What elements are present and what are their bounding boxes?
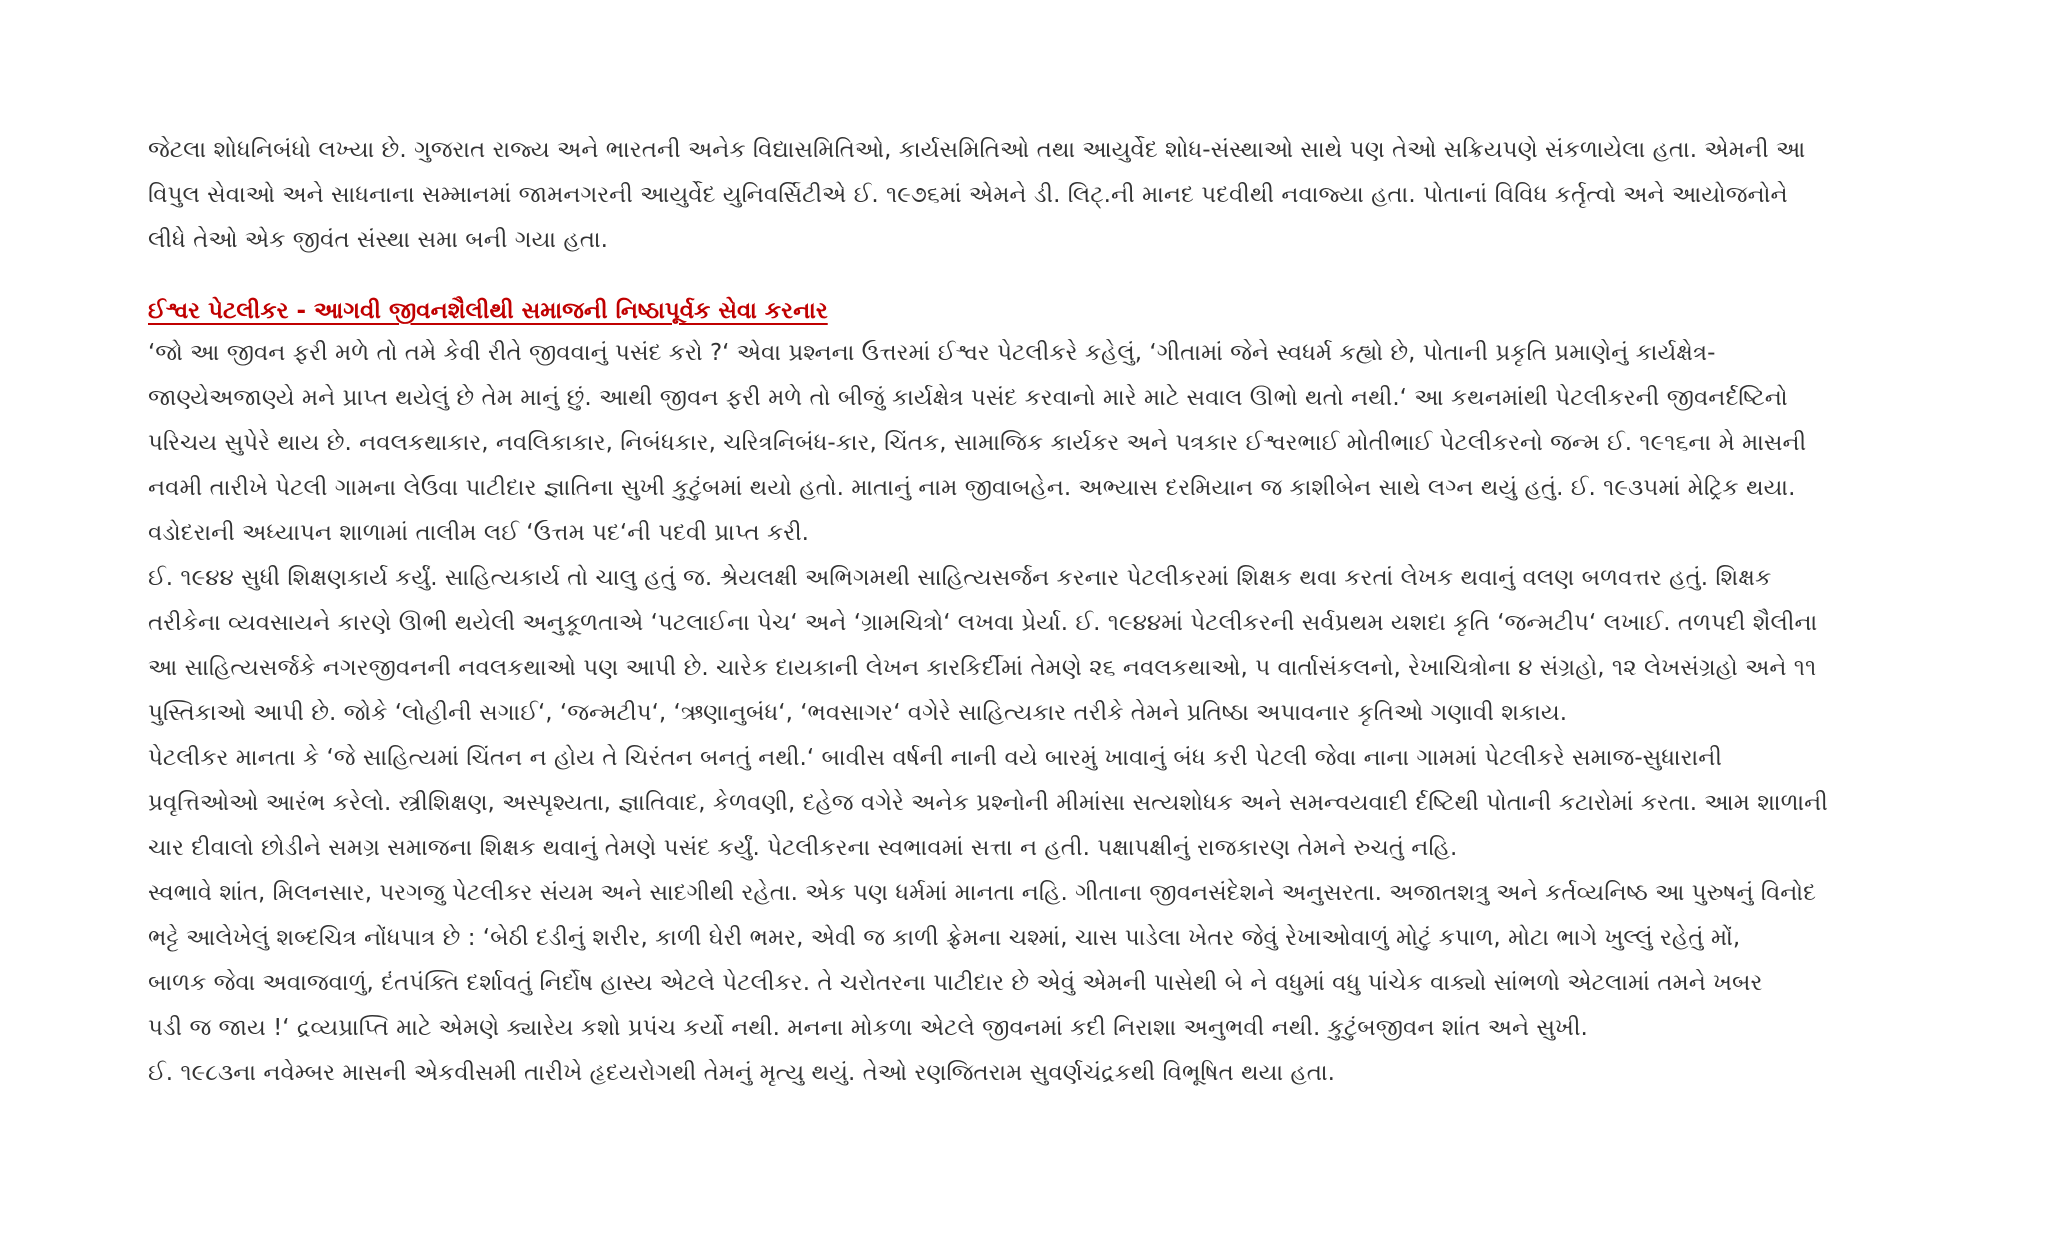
body-paragraph-2 [148,556,1978,736]
text-line: બાળક જેવા અવાજવાળું, દંતપંક્તિ દર્શાવતું નિર્દોષ હાસ્ય એટલે પેટલીકર. તે ચરોતરના પાટીદાર છે એવું એમની પાસેથી બે ને વધુમાં વધુ પાંચેક વાક્યો સાંભળો એટલામાં તમને ખબર [148,970,1763,996]
text-line: આ સાહિત્યસર્જકે નગરજીવનની નવલકથાઓ પણ આપી છે. ચારેક દાયકાની લેખન કારકિર્દીમાં તેમણે ૨૬ નવલકથાઓ, ૫ વાર્તાસંકલનો, રેખાચિત્રોના ૪ સંગ્રહો, ૧૨ લેખસંગ્રહો અને ૧૧ [148,655,1817,681]
text-line: વડોદરાની અધ્યાપન શાળામાં તાલીમ લઈ ‘ઉત્તમ પદ‘ની પદવી પ્રાપ્ત કરી. [148,520,809,546]
body-paragraph-5 [148,1051,1978,1096]
text-line: ઈ. ૧૯૪૪ સુધી શિક્ષણકાર્ય કર્યું. સાહિત્યકાર્ય તો ચાલુ હતું જ. શ્રેયલક્ષી અભિગમથી સાહિત્યસર્જન કરનાર પેટલીકરમાં શિક્ષક થવા કરતાં લેખક થવાનું વલણ બળવત્તર હતું. શિક્ષક [148,565,1772,591]
text-line: ચાર દીવાલો છોડીને સમગ્ર સમાજના શિક્ષક થવાનું તેમણે પસંદ કર્યું. પેટલીકરના સ્વભાવમાં સત્તા ન હતી. પક્ષાપક્ષીનું રાજકારણ તેમને રુચતું નહિ. [148,835,1458,861]
text-line: વિપુલ સેવાઓ અને સાધનાના સમ્માનમાં જામનગરની આયુર્વેદ યુનિવર્સિટીએ ઈ. ૧૯૭૬માં એમને ડી. લિટ્.ની માનદ પદવીથી નવાજ્યા હતા. પોતાનાં વિવિધ કર્તૃત્વો અને આયોજનોને [148,182,1788,208]
body-paragraph-1 [148,331,1978,556]
text-line: તરીકેના વ્યવસાયને કારણે ઊભી થયેલી અનુકૂળતાએ ‘પટલાઈના પેચ‘ અને ‘ગ્રામચિત્રો‘ લખવા પ્રેર્યા. ઈ. ૧૯૪૪માં પેટલીકરની સર્વપ્રથમ યશદા કૃતિ ‘જન્મટીપ‘ લખાઈ. તળપદી શૈલીના [148,610,1818,636]
text-line: પ્રવૃત્તિઓઓ આરંભ કરેલો. સ્ત્રીશિક્ષણ, અસ્પૃશ્યતા, જ્ઞાતિવાદ, કેળવણી, દહેજ વગેરે અનેક પ્રશ્નોની મીમાંસા સત્યશોધક અને સમન્વયવાદી ર્દષ્ટિથી પોતાની કટારોમાં કરતા. આમ શાળાની [148,790,1828,816]
text-line: સ્વભાવે શાંત, મિલનસાર, પરગજુ પેટલીકર સંયમ અને સાદગીથી રહેતા. એક પણ ધર્મમાં માનતા નહિ. ગીતાના જીવનસંદેશને અનુસરતા. અજાતશત્રુ અને કર્તવ્યનિષ્ઠ આ પુરુષનું વિનોદ [148,880,1817,906]
text-line: પડી જ જાય !‘ દ્રવ્યપ્રાપ્તિ માટે એમણે ક્યારેય કશો પ્રપંચ કર્યો નથી. મનના મોકળા એટલે જીવનમાં કદી નિરાશા અનુભવી નથી. કુટુંબજીવન શાંત અને સુખી. [148,1015,1588,1041]
text-line: ઈ. ૧૯૮૩ના નવેમ્બર માસની એકવીસમી તારીખે હૃદયરોગથી તેમનું મૃત્યુ થયું. તેઓ રણજિતરામ સુવર્ણચંદ્રકથી વિભૂષિત થયા હતા. [148,1060,1335,1086]
text-line: લીધે તેઓ એક જીવંત સંસ્થા સમા બની ગયા હતા. [148,227,608,253]
body-paragraph-4 [148,871,1978,1051]
text-line: ભટ્ટે આલેખેલું શબ્દચિત્ર નોંધપાત્ર છે : ‘બેઠી દડીનું શરીર, કાળી ઘેરી ભમર, એવી જ કાળી ફ્રેમના ચશ્માં, ચાસ પાડેલા ખેતર જેવું રેખાઓવાળું મોટું કપાળ, મોટા ભાગે ખુલ્લું રહેતું મોં, [148,925,1741,951]
text-line: પેટલીકર માનતા કે ‘જે સાહિત્યમાં ચિંતન ન હોય તે ચિરંતન બનતું નથી.‘ બાવીસ વર્ષની નાની વયે બારમું ખાવાનું બંધ કરી પેટલી જેવા નાના ગામમાં પેટલીકરે સમાજ-સુધારાની [148,745,1722,771]
text-line: જેટલા શોધનિબંધો લખ્યા છે. ગુજરાત રાજ્ય અને ભારતની અનેક વિદ્યાસમિતિઓ, કાર્યસમિતિઓ તથા આયુર્વેદ શોધ-સંસ્થાઓ સાથે પણ તેઓ સક્રિયપણે સંકળાયેલા હતા. એમની આ [148,137,1806,163]
document-page [148,128,1978,1096]
text-line: જાણ્યેઅજાણ્યે મને પ્રાપ્ત થયેલું છે તેમ માનું છું. આથી જીવન ફરી મળે તો બીજું કાર્યક્ષેત્ર પસંદ કરવાનો મારે માટે સવાલ ઊભો થતો નથી.‘ આ કથનમાંથી પેટલીકરની જીવનર્દષ્ટિનો [148,385,1788,411]
text-line: પરિચય સુપેરે થાય છે. નવલકથાકાર, નવલિકાકાર, નિબંધકાર, ચરિત્રનિબંધ-કાર, ચિંતક, સામાજિક કાર્યકર અને પત્રકાર ઈશ્વરભાઈ મોતીભાઈ પેટલીકરનો જન્મ ઈ. ૧૯૧૬ના મે માસની [148,430,1807,456]
section-heading: ઈશ્વર પેટલીકર - આગવી જીવનશૈલીથી સમાજની નિષ્ઠાપૂર્વક સેવા કરનાર [148,298,828,324]
text-line: નવમી તારીખે પેટલી ગામના લેઉવા પાટીદાર જ્ઞાતિના સુખી કુટુંબમાં થયો હતો. માતાનું નામ જીવાબહેન. અભ્યાસ દરમિયાન જ કાશીબેન સાથે લગ્ન થયું હતું. ઈ. ૧૯૩૫માં મેટ્રિક થયા. [148,475,1796,501]
intro-paragraph [148,128,1978,263]
text-line: ‘જો આ જીવન ફરી મળે તો તમે કેવી રીતે જીવવાનું પસંદ કરો ?‘ એવા પ્રશ્નના ઉત્તરમાં ઈશ્વર પેટલીકરે કહેલું, ‘ગીતામાં જેને સ્વધર્મ કહ્યો છે, પોતાની પ્રકૃતિ પ્રમાણેનું કાર્યક્ષેત્ર- [148,340,1716,366]
text-line: પુસ્તિકાઓ આપી છે. જોકે ‘લોહીની સગાઈ‘, ‘જન્મટીપ‘, ‘ઋણાનુબંધ‘, ‘ભવસાગર‘ વગેરે સાહિત્યકાર તરીકે તેમને પ્રતિષ્ઠા અપાવનાર કૃતિઓ ગણાવી શકાય. [148,700,1568,726]
body-paragraph-3 [148,736,1978,871]
